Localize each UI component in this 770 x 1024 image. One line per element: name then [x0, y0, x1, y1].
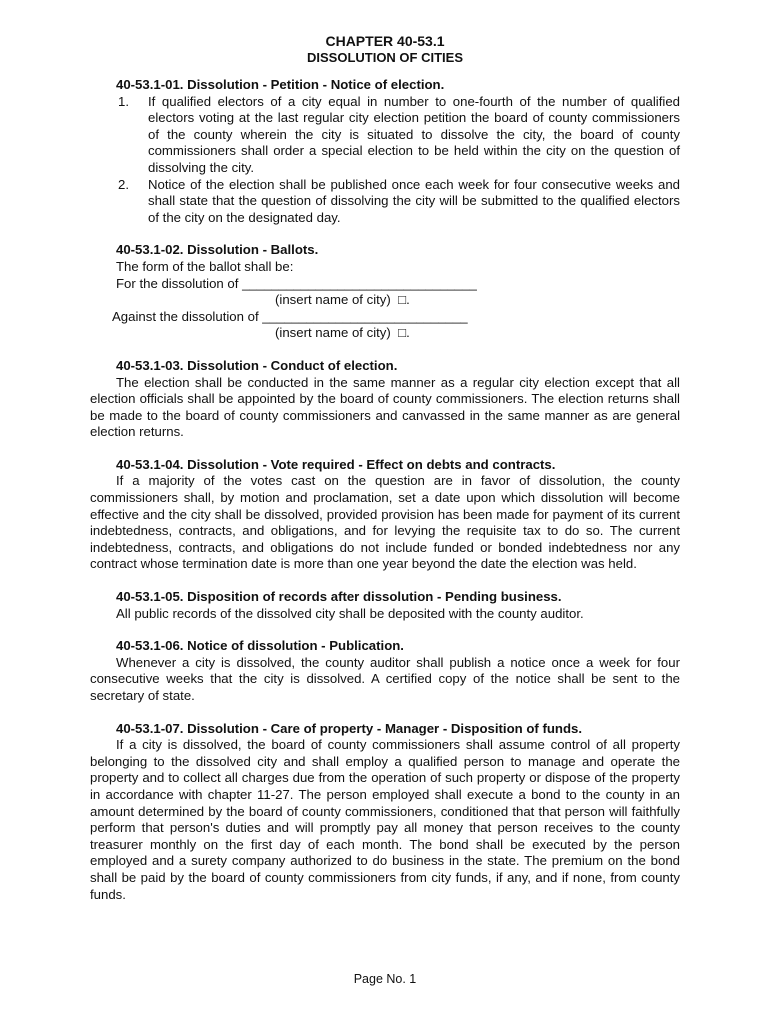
ballot-intro: The form of the ballot shall be:	[116, 258, 294, 274]
section-02	[90, 242, 680, 342]
chapter-title: CHAPTER 40-53.1	[325, 33, 445, 49]
chapter-subtitle: DISSOLUTION OF CITIES	[306, 50, 463, 65]
item-number: 1.	[118, 93, 129, 109]
ballot-line-against: Against the dissolution of ____________________________	[112, 308, 468, 324]
section-title: 40-53.1-04. Dissolution - Vote required - Effect on debts and contracts.	[116, 456, 556, 472]
numbered-list	[90, 94, 680, 227]
section-04	[90, 457, 680, 573]
ballot-caption-for: (insert name of city) □.	[275, 292, 410, 308]
ballot-line-for: For the dissolution of ________________________________	[116, 275, 477, 291]
item-number: 2.	[118, 176, 129, 192]
section-07	[90, 721, 680, 904]
section-body: All public records of the dissolved city shall be deposited with the county auditor.	[116, 605, 584, 621]
section-title: 40-53.1-07. Dissolution - Care of property - Manager - Disposition of funds.	[116, 720, 583, 736]
ballot-caption-against: (insert name of city) □.	[275, 325, 410, 341]
section-body: If a city is dissolved, the board of county commissioners shall assume control of all property belonging to the dissolved city and shall employ a qualified person to manage and operate the property and to collect all charges due from the operation of such property or dispose of the property in accordance with chapter 11-27. The person employed shall execute a bond to the county in an amount determined by the board of county commissioners, conditioned that that person will faithfully perform that person's duties and will promptly pay all money that person receives to the county treasurer monthly on the first day of each month. The bond shall be executed by the person employed and a surety company authorized to do business in the state. The premium on the bond shall be paid by the board of county commissioners from city funds, if any, and if none, from county funds.	[90, 737, 680, 902]
section-body: If a majority of the votes cast on the question are in favor of dissolution, the county commissioners shall, by motion and proclamation, set a date upon which dissolution will become effective and the city shall be dissolved, provided provision has been made for payment of its current indebtedness, contracts, and obligations, and for levying the requisite tax to do so. The current indebtedness, contracts, and obligations do not include funded or bonded indebtedness nor any contract whose termination date is more than one year beyond the date the election was held.	[90, 473, 680, 572]
section-05	[90, 589, 680, 622]
document-page	[90, 33, 680, 919]
section-body: Whenever a city is dissolved, the county auditor shall publish a notice once a week for four consecutive weeks that the city is dissolved. A certified copy of the notice shall be sent to the secretary of state.	[90, 654, 680, 703]
item-text: Notice of the election shall be published once each week for four consecutive weeks and shall state that the question of dissolving the city will be submitted to the qualified electors of the city on the designated day.	[148, 176, 680, 225]
section-title: 40-53.1-05. Disposition of records after dissolution - Pending business.	[116, 589, 562, 605]
section-06	[90, 638, 680, 704]
page-number: Page No. 1	[353, 972, 417, 986]
section-title: 40-53.1-06. Notice of dissolution - Publication.	[116, 638, 404, 654]
list-item	[90, 94, 680, 177]
section-03	[90, 358, 680, 441]
section-title: 40-53.1-01. Dissolution - Petition - Notice of election.	[116, 77, 445, 92]
section-body: The election shall be conducted in the same manner as a regular city election except that all election officials shall be appointed by the board of county commissioners. The election returns shall be made to the board of county commissioners and canvassed in the same manner as are general election returns.	[90, 374, 680, 440]
section-title: 40-53.1-02. Dissolution - Ballots.	[116, 242, 319, 258]
section-title: 40-53.1-03. Dissolution - Conduct of election.	[116, 357, 398, 373]
item-text: If qualified electors of a city equal in number to one-fourth of the number of qualified electors voting at the last regular city election petition the board of county commissioners of the county wherein the city is situated to dissolve the city, the board of county commissioners shall order a special election to be held within the city on the question of dissolving the city.	[148, 93, 680, 175]
section-01	[90, 77, 680, 226]
list-item	[90, 177, 680, 227]
